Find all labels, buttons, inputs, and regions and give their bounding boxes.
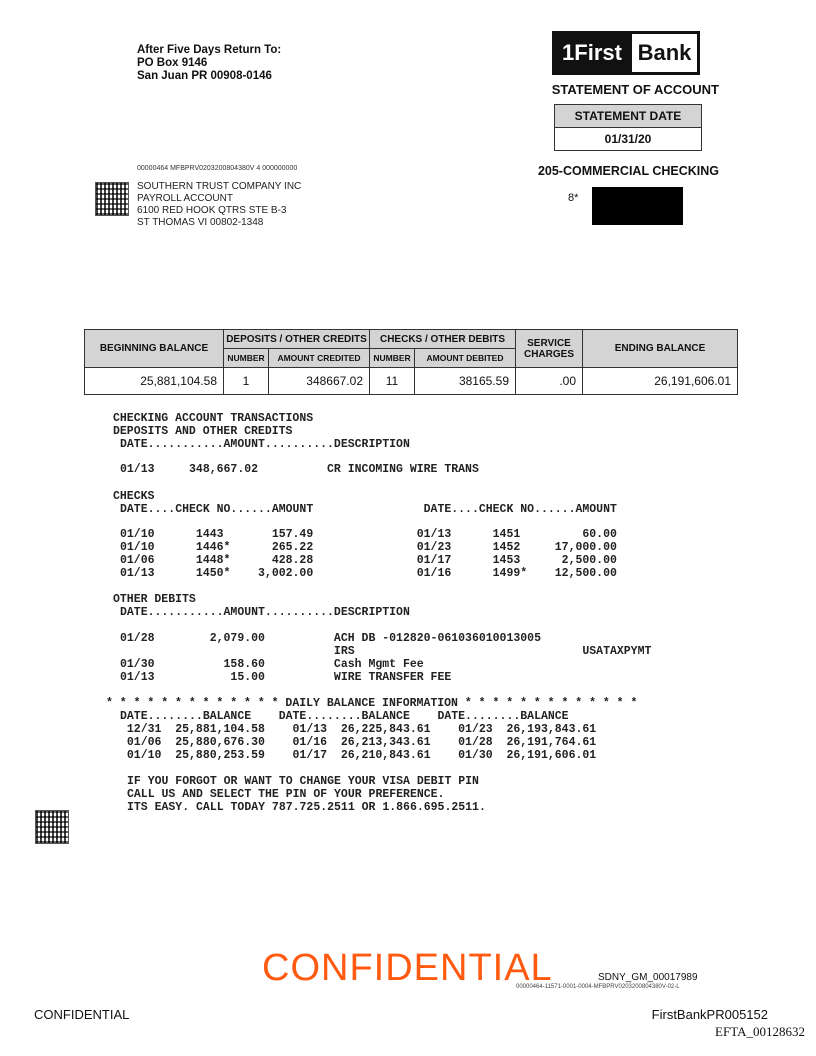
addressee	[137, 181, 301, 229]
header-amount-debited: AMOUNT DEBITED	[415, 349, 516, 368]
statement-date-label: STATEMENT DATE	[555, 105, 701, 128]
header-ending-balance: ENDING BALANCE	[583, 330, 738, 368]
other-debits-header: DATE...........AMOUNT..........DESCRIPTION	[120, 606, 410, 619]
return-line-2: PO Box 9146	[137, 57, 208, 69]
check-row: 01/06 1448* 428.28 01/17 1453 2,500.00	[120, 554, 617, 567]
logo-bank: Bank	[632, 31, 700, 75]
logo-first: First	[574, 40, 622, 65]
service-charges-value: .00	[516, 368, 583, 395]
sdny-subcode: 00000464-11571-0001-0004-MFBPRV0203200804380V-02-L	[516, 984, 680, 990]
header-check-number: NUMBER	[370, 349, 415, 368]
notice-line: IF YOU FORGOT OR WANT TO CHANGE YOUR VISA DEBIT PIN	[127, 775, 479, 788]
section-title: CHECKING ACCOUNT TRANSACTIONS	[113, 412, 314, 425]
other-debit-row: IRS USATAXPYMT	[120, 645, 652, 658]
notice-line: CALL US AND SELECT THE PIN OF YOUR PREFERENCE.	[127, 788, 445, 801]
daily-balance-row: 01/06 25,880,676.30 01/16 26,213,343.61 01/28 26,191,764.61	[120, 736, 597, 749]
addressee-line-1: SOUTHERN TRUST COMPANY INC	[137, 181, 302, 192]
checks-header: DATE....CHECK NO......AMOUNT DATE....CHECK NO......AMOUNT	[120, 503, 617, 516]
header-amount-credited: AMOUNT CREDITED	[269, 349, 370, 368]
addressee-line-3: 6100 RED HOOK QTRS STE B-3	[137, 205, 287, 216]
notice-line: ITS EASY. CALL TODAY 787.725.2511 OR 1.866.695.2511.	[127, 801, 486, 814]
efta-id: EFTA_00128632	[715, 1024, 805, 1039]
account-number-prefix: 8*	[568, 192, 579, 204]
deposit-row: 01/13 348,667.02 CR INCOMING WIRE TRANS	[120, 463, 479, 476]
deposits-title: DEPOSITS AND OTHER CREDITS	[113, 425, 293, 438]
amount-debited-value: 38165.59	[415, 368, 516, 395]
confidential-watermark: CONFIDENTIAL	[262, 947, 553, 989]
header-deposits: DEPOSITS / OTHER CREDITS	[224, 330, 370, 349]
mail-code: 00000464 MFBPRV0203200804380V 4 000000000	[137, 165, 298, 172]
return-address	[137, 44, 281, 83]
deposits-number-value: 1	[224, 368, 269, 395]
check-row: 01/13 1450* 3,002.00 01/16 1499* 12,500.00	[120, 567, 617, 580]
header-deposit-number: NUMBER	[224, 349, 269, 368]
daily-balance-header: DATE........BALANCE DATE........BALANCE DATE........BALANCE	[120, 710, 569, 723]
redaction-box	[592, 187, 683, 225]
daily-balance-row: 01/10 25,880,253.59 01/17 26,210,843.61 01/30 26,191,606.01	[120, 749, 597, 762]
other-debit-row: 01/28 2,079.00 ACH DB -012820-061036010013005	[120, 632, 541, 645]
other-debit-row: 01/30 158.60 Cash Mgmt Fee	[120, 658, 424, 671]
summary-table	[84, 329, 738, 395]
account-type: 205-COMMERCIAL CHECKING	[537, 164, 719, 178]
statement-date-box	[554, 104, 702, 151]
check-row: 01/10 1446* 265.22 01/23 1452 17,000.00	[120, 541, 617, 554]
header-beginning-balance: BEGINNING BALANCE	[85, 330, 224, 368]
logo-number: 1	[562, 40, 575, 65]
return-line-1: After Five Days Return To:	[137, 44, 282, 56]
barcode-icon	[35, 810, 69, 844]
check-row: 01/10 1443 157.49 01/13 1451 60.00	[120, 528, 617, 541]
amount-credited-value: 348667.02	[269, 368, 370, 395]
other-debit-row: 01/13 15.00 WIRE TRANSFER FEE	[120, 671, 452, 684]
daily-balance-title: * * * * * * * * * * * * * DAILY BALANCE INFORMATION * * * * * * * * * * * * *	[106, 697, 638, 710]
other-debits-title: OTHER DEBITS	[113, 593, 196, 606]
firstbank-logo	[552, 31, 700, 75]
checks-number-value: 11	[370, 368, 415, 395]
daily-balance-row: 12/31 25,881,104.58 01/13 26,225,843.61 01/23 26,193,843.61	[120, 723, 597, 736]
barcode-icon	[95, 182, 129, 216]
header-service-charges: SERVICE CHARGES	[516, 330, 583, 368]
addressee-line-4: ST THOMAS VI 00802-1348	[137, 217, 264, 228]
firstbank-id: FirstBankPR005152	[651, 1007, 768, 1022]
deposits-header: DATE...........AMOUNT..........DESCRIPTION	[120, 438, 410, 451]
return-line-3: San Juan PR 00908-0146	[137, 70, 272, 82]
beginning-balance-value: 25,881,104.58	[85, 368, 224, 395]
header-checks: CHECKS / OTHER DEBITS	[370, 330, 516, 349]
addressee-line-2: PAYROLL ACCOUNT	[137, 193, 233, 204]
sdny-id: SDNY_GM_00017989	[598, 972, 698, 983]
confidential-label: CONFIDENTIAL	[34, 1007, 130, 1022]
statement-date-value: 01/31/20	[604, 132, 652, 146]
statement-title: STATEMENT OF ACCOUNT	[551, 82, 719, 97]
ending-balance-value: 26,191,606.01	[583, 368, 738, 395]
checks-title: CHECKS	[113, 490, 155, 503]
